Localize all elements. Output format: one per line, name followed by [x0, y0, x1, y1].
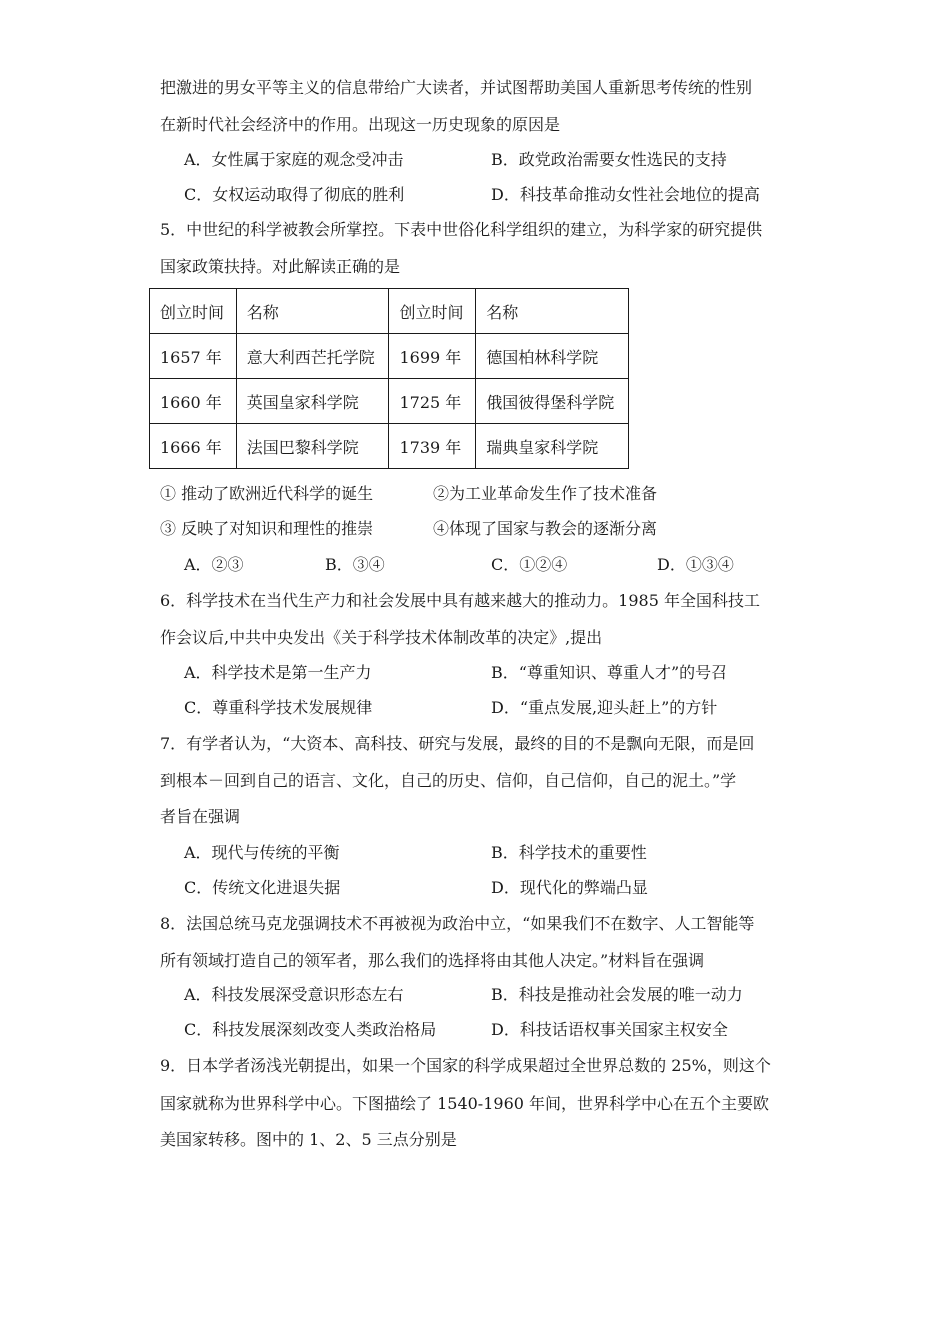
- academies-table: [149, 288, 629, 469]
- table-header: 创立时间: [150, 289, 237, 334]
- option-b: B．“尊重知识、尊重人才”的号召: [491, 663, 728, 682]
- option-d: D．科技话语权事关国家主权安全: [491, 1020, 728, 1039]
- question-8-text: 8．法国总统马克龙强调技术不再被视为政治中立，“如果我们不在数字、人工智能等: [160, 914, 755, 933]
- option-a: A．现代与传统的平衡: [184, 843, 340, 862]
- table-cell: 瑞典皇家科学院: [476, 424, 629, 469]
- option-d: D．现代化的弊端凸显: [491, 878, 648, 897]
- option-c: C．女权运动取得了彻底的胜利: [184, 185, 405, 204]
- question-text: 把激进的男女平等主义的信息带给广大读者，并试图帮助美国人重新思考传统的性别: [160, 78, 753, 97]
- option-a: A．科技发展深受意识形态左右: [184, 985, 404, 1004]
- question-9-text: 国家就称为世界科学中心。下图描绘了 1540-1960 年间，世界科学中心在五个主要欧: [160, 1094, 770, 1113]
- option-c: C．传统文化进退失据: [184, 878, 341, 897]
- option-b: B．③④: [325, 555, 385, 574]
- question-text: 在新时代社会经济中的作用。出现这一历史现象的原因是: [160, 115, 561, 134]
- question-8-text: 所有领域打造自己的领军者，那么我们的选择将由其他人决定。”材料旨在强调: [160, 951, 705, 970]
- question-7-text: 7．有学者认为，“大资本、高科技、研究与发展，最终的目的不是飘向无限，而是回: [160, 734, 755, 753]
- option-c: C．①②④: [491, 555, 568, 574]
- table-cell: 1657 年: [150, 334, 237, 379]
- option-c: C．尊重科学技术发展规律: [184, 698, 373, 717]
- option-d: D．“重点发展,迎头赶上”的方针: [491, 698, 718, 717]
- table-cell: 1699 年: [389, 334, 476, 379]
- table-row: [150, 334, 629, 379]
- option-a: A．科学技术是第一生产力: [184, 663, 372, 682]
- question-9-text: 9．日本学者汤浅光朝提出，如果一个国家的科学成果超过全世界总数的 25%，则这个: [160, 1056, 771, 1075]
- table-cell: 英国皇家科学院: [236, 379, 389, 424]
- question-6-text: 作会议后,中共中央发出《关于科学技术体制改革的决定》,提出: [160, 628, 603, 647]
- question-5-text: 国家政策扶持。对此解读正确的是: [160, 257, 401, 276]
- statement-1: ① 推动了欧洲近代科学的诞生: [160, 484, 374, 503]
- table-cell: 法国巴黎科学院: [236, 424, 389, 469]
- statement-4: ④体现了国家与教会的逐渐分离: [433, 519, 658, 538]
- table-cell: 1660 年: [150, 379, 237, 424]
- option-c: C．科技发展深刻改变人类政治格局: [184, 1020, 437, 1039]
- question-6-text: 6．科学技术在当代生产力和社会发展中具有越来越大的推动力。1985 年全国科技工: [160, 591, 760, 610]
- table-cell: 1739 年: [389, 424, 476, 469]
- table-header: 名称: [236, 289, 389, 334]
- statement-3: ③ 反映了对知识和理性的推崇: [160, 519, 374, 538]
- table-header: 创立时间: [389, 289, 476, 334]
- table-row: [150, 424, 629, 469]
- question-5-text: 5．中世纪的科学被教会所掌控。下表中世俗化科学组织的建立，为科学家的研究提供: [160, 220, 763, 239]
- table-cell: 俄国彼得堡科学院: [476, 379, 629, 424]
- statement-2: ②为工业革命发生作了技术准备: [433, 484, 658, 503]
- question-7-text: 者旨在强调: [160, 807, 241, 826]
- question-7-text: 到根本－回到自己的语言、文化，自己的历史、信仰，自己信仰，自己的泥土。”学: [160, 771, 737, 790]
- table-cell: 1666 年: [150, 424, 237, 469]
- option-b: B．科学技术的重要性: [491, 843, 647, 862]
- option-d: D．科技革命推动女性社会地位的提高: [491, 185, 760, 204]
- question-9-text: 美国家转移。图中的 1、2、5 三点分别是: [160, 1130, 457, 1149]
- option-d: D．①③④: [657, 555, 734, 574]
- table-header-row: [150, 289, 629, 334]
- table-cell: 1725 年: [389, 379, 476, 424]
- option-a: A．女性属于家庭的观念受冲击: [184, 150, 404, 169]
- table-cell: 意大利西芒托学院: [236, 334, 389, 379]
- option-a: A．②③: [184, 555, 244, 574]
- option-b: B．政党政治需要女性选民的支持: [491, 150, 727, 169]
- table-row: [150, 379, 629, 424]
- table-header: 名称: [476, 289, 629, 334]
- option-b: B．科技是推动社会发展的唯一动力: [491, 985, 743, 1004]
- table-cell: 德国柏林科学院: [476, 334, 629, 379]
